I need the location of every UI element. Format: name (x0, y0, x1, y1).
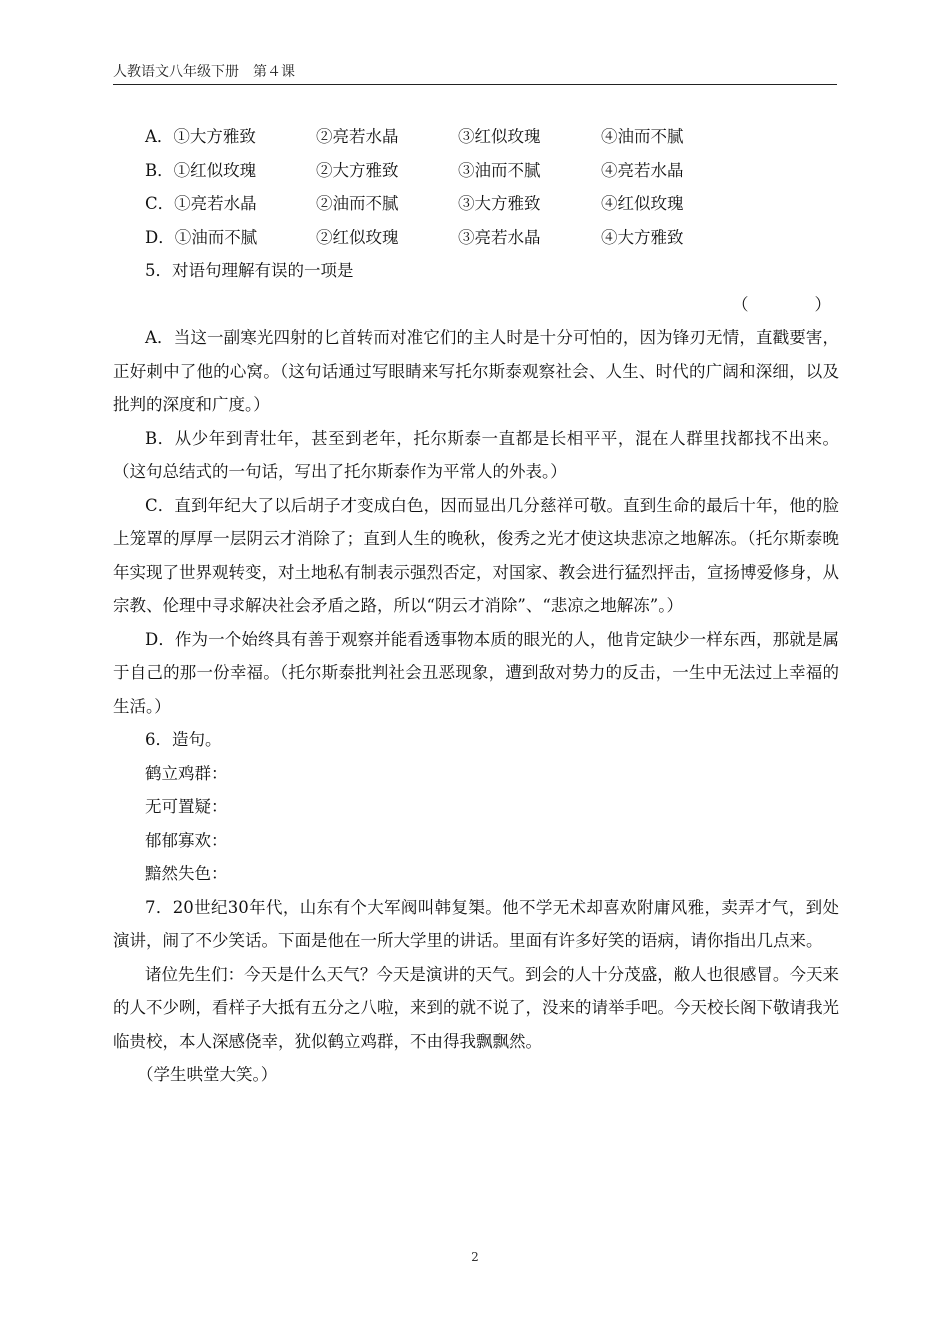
option-label-b-1 (145, 154, 316, 188)
option-item: ④油而不腻 (601, 127, 684, 146)
option-item: ④大方雅致 (601, 227, 684, 247)
option-item: ①油而不腻 (174, 227, 258, 247)
option-label-a-1 (145, 120, 316, 154)
option-item: ①红似玫瑰 (173, 160, 257, 180)
q4-option-row-c (113, 187, 839, 221)
option-item: ②亮若水晶 (316, 127, 399, 146)
q4-option-row-a (113, 120, 839, 154)
option-letter: D． (145, 227, 175, 247)
option-label-d-1 (145, 221, 316, 255)
q7-stem: 7．20世纪30年代，山东有个大军阀叫韩复榘。他不学无术却喜欢附庸风雅，卖弄才气，到处演讲，闹了不少笑话。下面是他在一所大学里的讲话。里面有许多好笑的语病，请你指出几点来。 (113, 897, 839, 950)
q5-answer-bracket: （ ） (732, 294, 831, 314)
q6-item-3: 郁郁寡欢： (145, 830, 228, 850)
page-header (113, 62, 837, 85)
q4-option-row-b (113, 154, 839, 188)
option-item: ④亮若水晶 (601, 160, 684, 180)
option-letter: B． (145, 160, 174, 180)
q5-stem: 5．对语句理解有误的一项是 (145, 261, 354, 280)
q5-option-b: B．从少年到青壮年，甚至到老年，托尔斯泰一直都是长相平平，混在人群里找都找不出来。（这句总结式的一句话，写出了托尔斯泰作为平常人的外表。） (113, 428, 839, 481)
q6-item-1: 鹤立鸡群： (145, 763, 228, 783)
option-letter: C． (145, 194, 175, 213)
q6-item-4: 黯然失色： (145, 864, 228, 883)
option-item: ③油而不腻 (458, 160, 541, 180)
page-content (113, 120, 839, 1092)
q5-option-d: D．作为一个始终具有善于观察并能看透事物本质的眼光的人，他肯定缺少一样东西，那就是属于自己的那一份幸福。（托尔斯泰批判社会丑恶现象，遭到敌对势力的反击，一生中无法过上幸福的生活。） (113, 629, 839, 716)
q7-note: （学生哄堂大笑。） (137, 1065, 278, 1084)
option-item: ③大方雅致 (458, 194, 541, 213)
option-item: ②大方雅致 (316, 160, 399, 180)
option-item: ②红似玫瑰 (316, 227, 399, 247)
option-letter: A． (145, 127, 174, 146)
option-item: ②油而不腻 (316, 194, 399, 213)
q6-stem: 6．造句。 (145, 730, 222, 749)
q4-option-row-d (113, 221, 839, 255)
q5-option-a: A．当这一副寒光四射的匕首转而对准它们的主人时是十分可怕的，因为锋刃无情，直戳要害，正好刺中了他的心窝。（这句话通过写眼睛来写托尔斯泰观察社会、人生、时代的广阔和深细，以及批判的深度和广度。） (113, 328, 839, 414)
q6-item-2: 无可置疑： (145, 797, 228, 816)
option-item: ③红似玫瑰 (458, 127, 541, 146)
header-title: 人教语文八年级下册 第４课 (113, 64, 295, 80)
q7-speech: 诸位先生们：今天是什么天气？今天是演讲的天气。到会的人十分茂盛，敝人也很感冒。今天来的人不少咧，看样子大抵有五分之八啦，来到的就不说了，没来的请举手吧。今天校长阁下敬请我光临贵校，本人深感侥幸，犹似鹤立鸡群，不由得我飘飘然。 (113, 964, 839, 1051)
option-item: ③亮若水晶 (458, 227, 541, 247)
page-number: 2 (471, 1250, 479, 1264)
option-item: ④红似玫瑰 (601, 194, 684, 213)
q5-option-c: C．直到年纪大了以后胡子才变成白色，因而显出几分慈祥可敬。直到生命的最后十年，他的脸上笼罩的厚厚一层阴云才消除了；直到人生的晚秋，俊秀之光才使这块悲凉之地解冻。（托尔斯泰晚年实现了世界观转变，对土地私有制表示强烈否定，对国家、教会进行猛烈抨击，宣扬博爱修身，从宗教、伦理中寻求解决社会矛盾之路，所以“阴云才消除”、“悲凉之地解冻”。） (113, 495, 839, 615)
option-item: ①亮若水晶 (174, 194, 257, 213)
option-item: ①大方雅致 (173, 127, 256, 146)
option-label-c-1 (145, 187, 316, 221)
